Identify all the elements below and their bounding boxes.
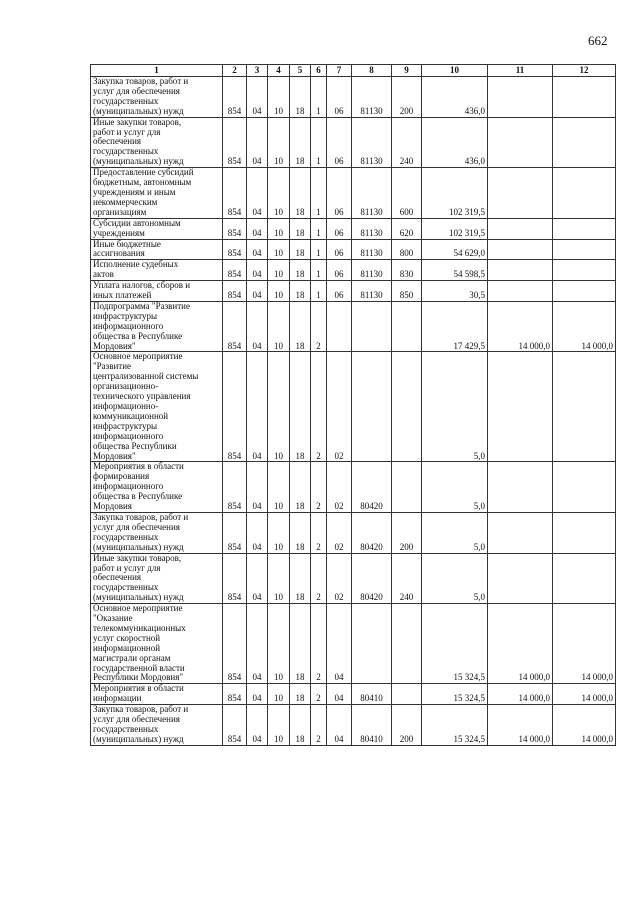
- cell-col-12: 14 000,0: [553, 604, 616, 684]
- cell-col-11: 14 000,0: [488, 604, 553, 684]
- cell-col-8: 80420: [352, 462, 392, 513]
- cell-col-8: 80410: [352, 684, 392, 705]
- cell-col-11: [488, 260, 553, 281]
- cell-item-name: Иные закупки товаров, работ и услуг для обеспечения государственных (муниципальных) нужд: [91, 553, 223, 604]
- cell-col-4: 10: [268, 301, 290, 352]
- cell-col-2: 854: [223, 705, 247, 746]
- cell-col-5: 18: [290, 684, 311, 705]
- cell-col-12: [553, 218, 616, 239]
- cell-col-4: 10: [268, 281, 290, 302]
- cell-col-9: [392, 352, 422, 462]
- budget-table: [90, 64, 616, 746]
- cell-col-11: [488, 281, 553, 302]
- cell-col-2: 854: [223, 512, 247, 553]
- table-row: [91, 281, 616, 302]
- col-header: 8: [352, 65, 392, 77]
- cell-item-name: Мероприятия в области информации: [91, 684, 223, 705]
- cell-col-8: 81130: [352, 117, 392, 168]
- cell-col-4: 10: [268, 512, 290, 553]
- cell-col-5: 18: [290, 260, 311, 281]
- cell-col-7: 06: [327, 117, 352, 168]
- cell-col-5: 18: [290, 553, 311, 604]
- cell-item-name: Уплата налогов, сборов и иных платежей: [91, 281, 223, 302]
- cell-col-5: 18: [290, 301, 311, 352]
- cell-col-9: [392, 301, 422, 352]
- cell-col-12: [553, 352, 616, 462]
- cell-col-8: [352, 301, 392, 352]
- cell-col-11: [488, 553, 553, 604]
- cell-col-7: 02: [327, 512, 352, 553]
- cell-col-3: 04: [247, 301, 268, 352]
- col-header: 11: [488, 65, 553, 77]
- cell-col-2: 854: [223, 218, 247, 239]
- cell-col-8: [352, 604, 392, 684]
- table-row: [91, 705, 616, 746]
- col-header: 3: [247, 65, 268, 77]
- cell-col-10: 436,0: [422, 77, 488, 118]
- cell-col-12: [553, 260, 616, 281]
- cell-item-name: Основное мероприятие "Развитие централизованной системы организационно- технического управления информационно- коммуникационной инфраструктуры информационного общества Республики Мордовия": [91, 352, 223, 462]
- cell-col-6: 1: [311, 281, 327, 302]
- cell-col-11: 14 000,0: [488, 705, 553, 746]
- cell-col-9: 850: [392, 281, 422, 302]
- cell-col-4: 10: [268, 462, 290, 513]
- cell-col-11: [488, 239, 553, 260]
- cell-col-2: 854: [223, 553, 247, 604]
- cell-col-7: 06: [327, 239, 352, 260]
- cell-item-name: Иные бюджетные ассигнования: [91, 239, 223, 260]
- col-header: 10: [422, 65, 488, 77]
- cell-col-5: 18: [290, 218, 311, 239]
- cell-col-6: 1: [311, 77, 327, 118]
- table-header-row: [91, 65, 616, 77]
- cell-col-11: 14 000,0: [488, 301, 553, 352]
- cell-col-9: 620: [392, 218, 422, 239]
- cell-col-9: 200: [392, 77, 422, 118]
- cell-col-4: 10: [268, 260, 290, 281]
- cell-col-4: 10: [268, 352, 290, 462]
- cell-col-10: 54 629,0: [422, 239, 488, 260]
- cell-col-12: [553, 168, 616, 219]
- cell-col-11: [488, 168, 553, 219]
- cell-col-11: [488, 218, 553, 239]
- cell-col-10: 15 324,5: [422, 604, 488, 684]
- cell-col-3: 04: [247, 553, 268, 604]
- table-row: [91, 168, 616, 219]
- cell-col-8: 81130: [352, 239, 392, 260]
- cell-item-name: Закупка товаров, работ и услуг для обеспечения государственных (муниципальных) нужд: [91, 512, 223, 553]
- cell-item-name: Мероприятия в области формирования информационного общества в Республике Мордовия: [91, 462, 223, 513]
- cell-item-name: Предоставление субсидий бюджетным, автономным учреждениям и иным некоммерческим организациям: [91, 168, 223, 219]
- cell-col-7: [327, 301, 352, 352]
- cell-col-6: 2: [311, 462, 327, 513]
- cell-col-3: 04: [247, 281, 268, 302]
- cell-item-name: Основное мероприятие "Оказание телекоммуникационных услуг скоростной информационной магистрали органам государственной власти Республики Мордовия": [91, 604, 223, 684]
- cell-col-2: 854: [223, 117, 247, 168]
- cell-col-5: 18: [290, 462, 311, 513]
- cell-col-8: [352, 352, 392, 462]
- table-row: [91, 352, 616, 462]
- cell-col-3: 04: [247, 684, 268, 705]
- cell-col-11: 14 000,0: [488, 684, 553, 705]
- col-header: 12: [553, 65, 616, 77]
- cell-col-3: 04: [247, 705, 268, 746]
- cell-col-9: [392, 462, 422, 513]
- cell-col-12: [553, 553, 616, 604]
- cell-col-6: 2: [311, 301, 327, 352]
- cell-col-9: 200: [392, 705, 422, 746]
- table-row: [91, 512, 616, 553]
- col-header: 4: [268, 65, 290, 77]
- cell-col-4: 10: [268, 239, 290, 260]
- cell-col-7: 02: [327, 553, 352, 604]
- cell-col-12: [553, 77, 616, 118]
- cell-col-6: 2: [311, 512, 327, 553]
- cell-col-10: 15 324,5: [422, 705, 488, 746]
- cell-col-6: 2: [311, 705, 327, 746]
- cell-col-11: [488, 117, 553, 168]
- cell-col-7: 06: [327, 260, 352, 281]
- cell-item-name: Закупка товаров, работ и услуг для обеспечения государственных (муниципальных) нужд: [91, 705, 223, 746]
- cell-col-10: 5,0: [422, 352, 488, 462]
- cell-col-7: 04: [327, 684, 352, 705]
- cell-col-10: 30,5: [422, 281, 488, 302]
- cell-col-4: 10: [268, 684, 290, 705]
- cell-col-7: 06: [327, 218, 352, 239]
- cell-item-name: Исполнение судебных актов: [91, 260, 223, 281]
- cell-col-2: 854: [223, 281, 247, 302]
- table-row: [91, 684, 616, 705]
- cell-col-10: 436,0: [422, 117, 488, 168]
- table-row: [91, 604, 616, 684]
- cell-col-10: 54 598,5: [422, 260, 488, 281]
- table-row: [91, 218, 616, 239]
- cell-item-name: Подпрограмма "Развитие инфраструктуры информационного общества в Республике Мордовия": [91, 301, 223, 352]
- cell-col-10: 5,0: [422, 462, 488, 513]
- cell-col-5: 18: [290, 77, 311, 118]
- cell-col-8: 80410: [352, 705, 392, 746]
- col-header: 1: [91, 65, 223, 77]
- cell-item-name: Иные закупки товаров, работ и услуг для обеспечения государственных (муниципальных) нужд: [91, 117, 223, 168]
- cell-col-7: 06: [327, 168, 352, 219]
- cell-col-11: [488, 77, 553, 118]
- cell-col-10: 102 319,5: [422, 168, 488, 219]
- cell-col-3: 04: [247, 218, 268, 239]
- cell-col-4: 10: [268, 168, 290, 219]
- cell-col-3: 04: [247, 239, 268, 260]
- cell-col-4: 10: [268, 117, 290, 168]
- cell-col-8: 80420: [352, 553, 392, 604]
- cell-col-2: 854: [223, 239, 247, 260]
- cell-col-6: 1: [311, 168, 327, 219]
- cell-col-8: 81130: [352, 260, 392, 281]
- cell-col-12: 14 000,0: [553, 301, 616, 352]
- cell-col-7: 04: [327, 604, 352, 684]
- cell-col-6: 2: [311, 604, 327, 684]
- cell-col-3: 04: [247, 352, 268, 462]
- cell-col-3: 04: [247, 77, 268, 118]
- cell-col-9: 200: [392, 512, 422, 553]
- cell-col-12: 14 000,0: [553, 684, 616, 705]
- cell-col-10: 17 429,5: [422, 301, 488, 352]
- table-row: [91, 260, 616, 281]
- cell-col-10: 15 324,5: [422, 684, 488, 705]
- cell-col-5: 18: [290, 512, 311, 553]
- cell-col-3: 04: [247, 512, 268, 553]
- cell-col-2: 854: [223, 301, 247, 352]
- col-header: 7: [327, 65, 352, 77]
- cell-col-8: 81130: [352, 168, 392, 219]
- cell-col-2: 854: [223, 168, 247, 219]
- table-row: [91, 239, 616, 260]
- cell-col-4: 10: [268, 705, 290, 746]
- cell-col-5: 18: [290, 705, 311, 746]
- cell-col-2: 854: [223, 352, 247, 462]
- cell-col-7: 04: [327, 705, 352, 746]
- cell-col-7: 02: [327, 462, 352, 513]
- col-header: 6: [311, 65, 327, 77]
- cell-col-11: [488, 512, 553, 553]
- cell-col-6: 1: [311, 218, 327, 239]
- table-body: [91, 77, 616, 746]
- cell-col-3: 04: [247, 168, 268, 219]
- table-row: [91, 301, 616, 352]
- cell-col-2: 854: [223, 604, 247, 684]
- cell-col-5: 18: [290, 352, 311, 462]
- cell-col-9: 240: [392, 117, 422, 168]
- cell-col-2: 854: [223, 77, 247, 118]
- cell-col-8: 80420: [352, 512, 392, 553]
- cell-col-5: 18: [290, 281, 311, 302]
- cell-col-6: 2: [311, 684, 327, 705]
- cell-col-12: [553, 117, 616, 168]
- cell-col-6: 2: [311, 553, 327, 604]
- cell-col-4: 10: [268, 604, 290, 684]
- cell-col-9: 600: [392, 168, 422, 219]
- cell-col-3: 04: [247, 604, 268, 684]
- cell-col-5: 18: [290, 168, 311, 219]
- cell-col-9: 830: [392, 260, 422, 281]
- cell-item-name: Субсидии автономным учреждениям: [91, 218, 223, 239]
- cell-col-10: 5,0: [422, 553, 488, 604]
- cell-col-3: 04: [247, 117, 268, 168]
- cell-col-5: 18: [290, 604, 311, 684]
- table-row: [91, 77, 616, 118]
- cell-col-8: 81130: [352, 218, 392, 239]
- cell-col-6: 1: [311, 260, 327, 281]
- cell-col-5: 18: [290, 239, 311, 260]
- cell-col-12: 14 000,0: [553, 705, 616, 746]
- cell-col-7: 06: [327, 281, 352, 302]
- cell-col-2: 854: [223, 260, 247, 281]
- table-row: [91, 117, 616, 168]
- cell-col-11: [488, 352, 553, 462]
- cell-col-9: 800: [392, 239, 422, 260]
- cell-col-12: [553, 512, 616, 553]
- cell-col-4: 10: [268, 77, 290, 118]
- col-header: 5: [290, 65, 311, 77]
- cell-col-3: 04: [247, 462, 268, 513]
- cell-col-7: 06: [327, 77, 352, 118]
- cell-col-6: 2: [311, 352, 327, 462]
- col-header: 2: [223, 65, 247, 77]
- cell-col-4: 10: [268, 553, 290, 604]
- page-number: 662: [588, 33, 608, 48]
- cell-col-6: 1: [311, 239, 327, 260]
- cell-col-7: 02: [327, 352, 352, 462]
- cell-col-9: [392, 604, 422, 684]
- col-header: 9: [392, 65, 422, 77]
- cell-col-12: [553, 281, 616, 302]
- cell-col-12: [553, 239, 616, 260]
- cell-item-name: Закупка товаров, работ и услуг для обеспечения государственных (муниципальных) нужд: [91, 77, 223, 118]
- cell-col-5: 18: [290, 117, 311, 168]
- cell-col-11: [488, 462, 553, 513]
- cell-col-8: 81130: [352, 77, 392, 118]
- table-row: [91, 462, 616, 513]
- cell-col-8: 81130: [352, 281, 392, 302]
- cell-col-6: 1: [311, 117, 327, 168]
- cell-col-2: 854: [223, 684, 247, 705]
- table-row: [91, 553, 616, 604]
- cell-col-10: 5,0: [422, 512, 488, 553]
- cell-col-4: 10: [268, 218, 290, 239]
- cell-col-10: 102 319,5: [422, 218, 488, 239]
- cell-col-9: [392, 684, 422, 705]
- cell-col-12: [553, 462, 616, 513]
- cell-col-2: 854: [223, 462, 247, 513]
- cell-col-9: 240: [392, 553, 422, 604]
- cell-col-3: 04: [247, 260, 268, 281]
